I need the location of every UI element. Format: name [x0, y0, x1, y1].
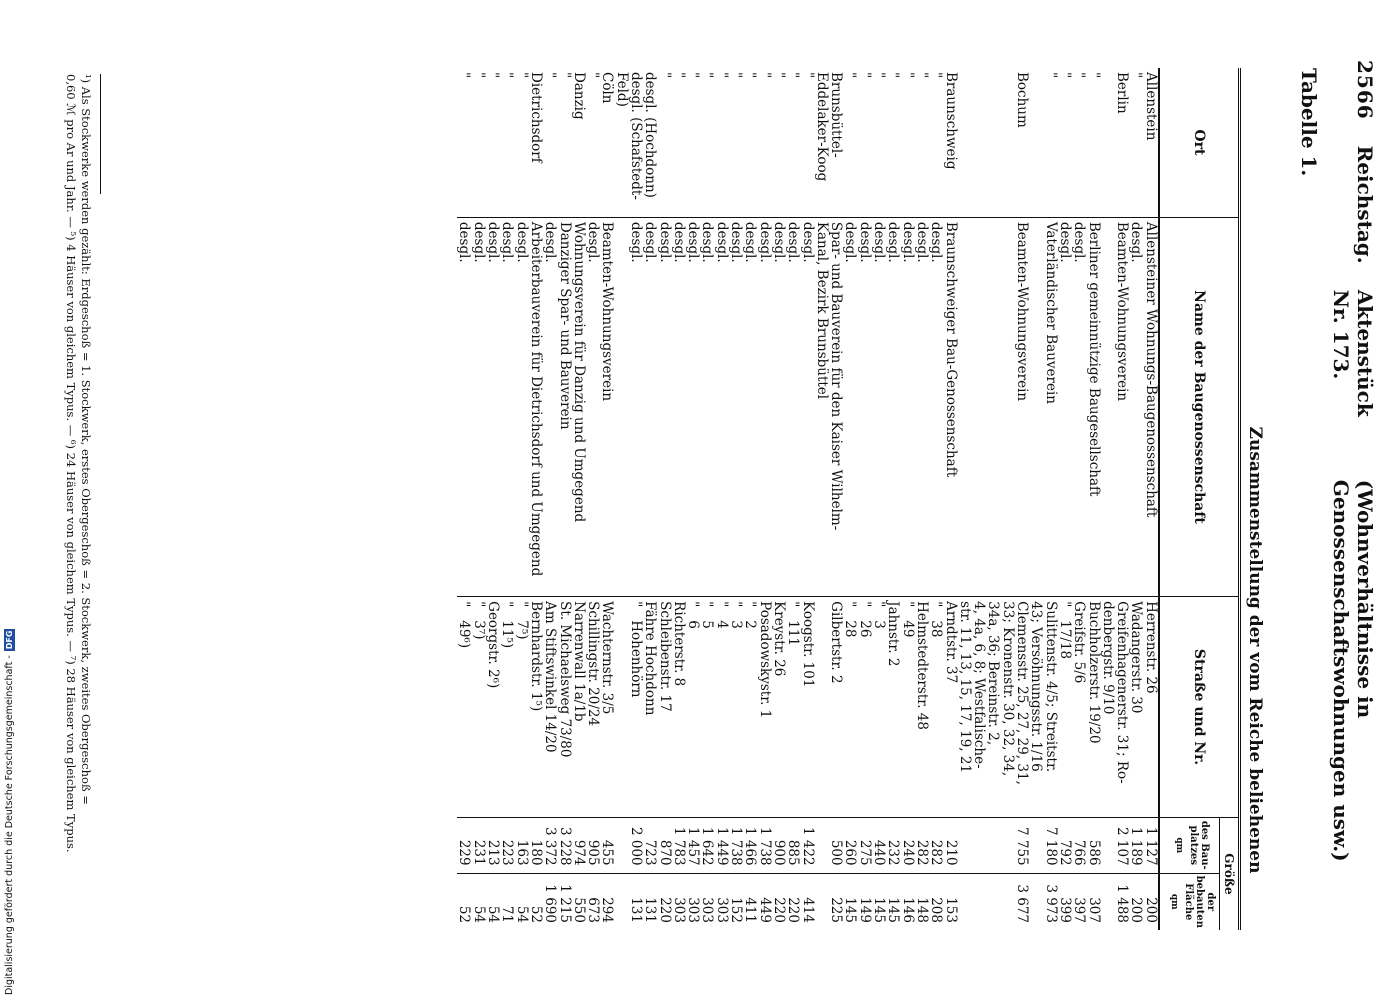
col-name: Name der Baugenossenschaft	[1159, 217, 1240, 596]
cell-ort: Allenstein	[1143, 68, 1158, 217]
unit-label: qm	[1168, 893, 1179, 910]
cell-bebaut: 303	[670, 897, 687, 923]
cell-name: desgl.	[915, 217, 929, 596]
cell-bauplatz: 1 422	[800, 817, 814, 873]
cell-bebaut: 71	[499, 905, 516, 923]
cell-bebaut: 54	[485, 905, 502, 923]
cell-strasse: " 6	[686, 597, 700, 818]
cell-bauplatz: 766	[1072, 817, 1086, 873]
cell-ort: "	[672, 68, 686, 217]
table-row	[686, 68, 700, 930]
cell-bauplatz: 180	[529, 817, 543, 873]
cell-bauplatz: 1 189	[1129, 817, 1143, 873]
cell-name: Arbeiterbauverein für Dietrichsdorf und Umgegend	[529, 217, 543, 596]
table-row	[757, 68, 771, 930]
table-row	[915, 68, 929, 930]
col-ort: Ort	[1159, 68, 1240, 217]
cell-strasse: Richterstr. 8	[672, 597, 686, 818]
table-row	[843, 68, 857, 930]
table-row	[486, 68, 500, 930]
cell-name: desgl.	[786, 217, 800, 596]
cell-bebaut: 131	[628, 897, 645, 923]
table-row	[800, 68, 814, 930]
cell-bauplatz: 3 228	[557, 817, 571, 873]
cell-bauplatz: 232	[886, 817, 900, 873]
cell-bauplatz: 1 738	[757, 817, 771, 873]
table-row	[715, 68, 729, 930]
cell-bebaut: 149	[856, 897, 873, 923]
cell-bebaut: 52	[456, 905, 473, 923]
table-row	[1101, 68, 1130, 930]
cell-bauplatz: 240	[900, 817, 914, 873]
cell-bauplatz: 3 372	[543, 817, 557, 873]
cell-strasse: Bernhardstr. 1⁵)	[529, 597, 543, 818]
cell-bebaut: 303	[699, 897, 716, 923]
table-row	[457, 68, 471, 930]
cell-name: desgl.	[800, 217, 814, 596]
cell-bauplatz: 723	[643, 817, 657, 873]
footnote-rule	[100, 74, 101, 194]
cell-strasse: Posadowskystr. 1	[757, 597, 771, 818]
col-bebaut	[1159, 873, 1220, 930]
cell-bebaut: 294	[599, 897, 616, 923]
cell-ort: "	[857, 68, 871, 217]
cell-name: desgl.	[1058, 217, 1072, 596]
cell-ort: Cöln	[600, 68, 614, 217]
cell-strasse: Helmstedterstr. 48	[915, 597, 929, 818]
cell-bauplatz: 586	[1086, 817, 1100, 873]
cell-bauplatz: 1 127	[1143, 817, 1158, 873]
cell-bebaut: 3 973	[1042, 884, 1059, 923]
cell-name: Spar- und Bauverein für den Kaiser Wilhelm- Kanal, Bezirk Brunsbüttel	[815, 217, 844, 596]
cell-bebaut: 303	[685, 897, 702, 923]
col-strasse: Straße und Nr.	[1159, 597, 1240, 818]
table-row	[743, 68, 757, 930]
cell-bebaut: 145	[885, 897, 902, 923]
footnote-line: ¹) Als Stockwerke werden gezählt: Erdgeschoß = 1. Stockwerk, erstes Obergeschoß = 2. Stockwerk, zweites Obergeschoß =	[79, 74, 93, 805]
cell-ort: "	[929, 68, 943, 217]
cell-strasse: " 49⁶)	[457, 597, 471, 818]
table-row	[729, 68, 743, 930]
cell-strasse: " 26	[857, 597, 871, 818]
cell-strasse: " 11⁵)	[500, 597, 514, 818]
cell-strasse: " 3	[729, 597, 743, 818]
cell-ort: "	[772, 68, 786, 217]
col-groesse: Größe	[1219, 817, 1239, 930]
table-row	[958, 68, 1029, 930]
document-number: Aktenstück Nr. 173.	[1329, 289, 1377, 417]
cell-bauplatz: 2 107	[1101, 817, 1130, 873]
cell-strasse: Jahnstr. 2	[886, 597, 900, 818]
cell-ort: "	[786, 68, 800, 217]
cell-ort: "	[715, 68, 729, 217]
cell-strasse: Buchholzerstr. 19/20	[1086, 597, 1100, 818]
col-bauplatz	[1159, 817, 1220, 873]
cell-bebaut: 397	[1071, 897, 1088, 923]
cell-ort: "	[872, 68, 886, 217]
table-row	[1129, 68, 1143, 930]
cell-name: Vaterländischer Bauverein	[1029, 217, 1058, 596]
cell-ort: "	[915, 68, 929, 217]
cell-strasse: Schillingstr. 20/24	[586, 597, 600, 818]
cell-bebaut: 131	[642, 897, 659, 923]
table-row	[471, 68, 485, 930]
cell-bebaut: 1 215	[556, 884, 573, 923]
cell-bebaut: 220	[770, 897, 787, 923]
cell-bebaut: 220	[656, 897, 673, 923]
cell-name: Beamten-Wohnungsverein	[600, 217, 614, 596]
col-bauplatz-label: des Bau-platzes	[1188, 820, 1211, 870]
cell-bauplatz: 223	[500, 817, 514, 873]
cell-ort: "	[1058, 68, 1072, 217]
cell-bauplatz: 7 755	[958, 817, 1029, 873]
cell-bebaut: 146	[899, 897, 916, 923]
cell-name: desgl.	[929, 217, 943, 596]
cell-name: Beamten-Wohnungsverein	[958, 217, 1029, 596]
cell-bauplatz: 229	[457, 817, 471, 873]
cell-name: desgl.	[500, 217, 514, 596]
cell-bauplatz: 885	[786, 817, 800, 873]
cell-ort: "	[800, 68, 814, 217]
cell-bauplatz: 440	[872, 817, 886, 873]
cell-strasse: " 28	[843, 597, 857, 818]
table-row	[643, 68, 657, 930]
cell-ort: "	[686, 68, 700, 217]
cell-name: desgl.	[657, 217, 671, 596]
cell-bauplatz: 282	[929, 817, 943, 873]
cell-ort: "	[557, 68, 571, 217]
cell-name: desgl.	[471, 217, 485, 596]
page-number: 2566	[1353, 60, 1377, 120]
cell-name: desgl.	[843, 217, 857, 596]
cell-bebaut: 225	[828, 897, 845, 923]
cell-strasse: Greifenhagenerstr. 31; Ro- denbergstr. 9/10	[1101, 597, 1130, 818]
cell-strasse: Narrenwall 1a/1b	[572, 597, 586, 818]
cell-ort: "	[843, 68, 857, 217]
table-title: Zusammenstellung der vom Reiche beliehenen	[1245, 426, 1265, 874]
table-row	[614, 68, 643, 930]
cell-name: desgl.	[514, 217, 528, 596]
cell-bebaut: 152	[728, 897, 745, 923]
cell-strasse: " Hohenhörn	[614, 597, 643, 818]
cell-ort: "	[657, 68, 671, 217]
cell-name: desgl.	[715, 217, 729, 596]
cell-bebaut: 148	[913, 897, 930, 923]
cell-name: Wohnungsverein für Danzig und Umgegend	[572, 217, 586, 596]
cell-strasse: " 111	[786, 597, 800, 818]
table-row	[943, 68, 957, 930]
cell-strasse: " 5	[700, 597, 714, 818]
cell-bauplatz: 210	[943, 817, 957, 873]
cell-strasse: " 49	[900, 597, 914, 818]
page-header	[1329, 60, 1377, 940]
table-row	[929, 68, 943, 930]
cell-bauplatz: 974	[572, 817, 586, 873]
cell-bebaut: 399	[1056, 897, 1073, 923]
footnotes	[63, 74, 93, 904]
table-row	[672, 68, 686, 930]
table-row	[1143, 68, 1158, 930]
col-bebaut-label: der bebauten Fläche	[1182, 875, 1216, 928]
table-row	[586, 68, 600, 930]
cell-name: Allensteiner Wohnungs-Baugenossenschaft	[1143, 217, 1158, 596]
cell-bebaut: 54	[513, 905, 530, 923]
table-row	[657, 68, 671, 930]
cell-name: desgl.	[772, 217, 786, 596]
cell-ort: Berlin	[1101, 68, 1130, 217]
table-row	[1029, 68, 1058, 930]
cell-name: Berliner gemeinnützige Baugesellschaft	[1086, 217, 1100, 596]
cell-name: desgl.	[1072, 217, 1086, 596]
table-row	[886, 68, 900, 930]
cell-name: Beamten-Wohnungsverein	[1101, 217, 1130, 596]
cell-ort: "	[514, 68, 528, 217]
cell-strasse: St. Michaelsweg 73/80	[557, 597, 571, 818]
cell-bebaut: 220	[785, 897, 802, 923]
cell-bauplatz: 231	[471, 817, 485, 873]
cell-name: desgl.	[900, 217, 914, 596]
cell-strasse: Gilbertstr. 2	[815, 597, 844, 818]
cell-bauplatz: 275	[857, 817, 871, 873]
cell-bebaut: 411	[742, 897, 759, 923]
cell-bebaut: 449	[756, 897, 773, 923]
cell-bauplatz: 260	[843, 817, 857, 873]
cell-bebaut: 303	[713, 897, 730, 923]
footnote-line: 0,60 ℳ pro Ar und Jahr. — ⁵) 4 Häuser von gleichem Typus. — ⁶) 24 Häuser von gleichem Typus. — ⁷) 28 Häuser von gleichem Typus.	[64, 74, 78, 853]
cell-bauplatz: 7 180	[1029, 817, 1058, 873]
cell-strasse: Schleibenstr. 17	[657, 597, 671, 818]
cell-ort: Braunschweig	[943, 68, 957, 217]
cell-bauplatz: 1 783	[672, 817, 686, 873]
table-row	[700, 68, 714, 930]
cell-bebaut: 145	[871, 897, 888, 923]
table-body	[457, 68, 1159, 930]
cell-bebaut: 52	[527, 905, 544, 923]
cell-name: desgl.	[686, 217, 700, 596]
table-row	[1086, 68, 1100, 930]
cell-strasse: Herrenstr. 26	[1143, 597, 1158, 818]
cell-ort: "	[743, 68, 757, 217]
cell-ort: "	[757, 68, 771, 217]
cell-strasse: " 4	[715, 597, 729, 818]
cell-strasse: " 17/18	[1058, 597, 1072, 818]
cell-ort: "	[586, 68, 600, 217]
table-row	[786, 68, 800, 930]
table-row	[772, 68, 786, 930]
table-label: Tabelle 1.	[1297, 68, 1321, 177]
cell-strasse: " 3	[872, 597, 886, 818]
cell-strasse: Fähre Hochdonn	[643, 597, 657, 818]
cell-bauplatz: 900	[772, 817, 786, 873]
cell-bebaut: 1 690	[542, 884, 559, 923]
cell-bauplatz: 1 466	[743, 817, 757, 873]
table-row	[815, 68, 844, 930]
cell-bebaut: 153	[942, 897, 959, 923]
cell-strasse: " 38	[929, 597, 943, 818]
cell-name: desgl.	[457, 217, 471, 596]
cell-bauplatz: 455	[600, 817, 614, 873]
cell-name: Danziger Spar- und Bauverein	[557, 217, 571, 596]
cell-bauplatz: 1 642	[700, 817, 714, 873]
cell-strasse: Georgstr. 2⁶)	[486, 597, 500, 818]
cell-ort: "	[900, 68, 914, 217]
cell-name: desgl.	[586, 217, 600, 596]
cell-bebaut: 673	[585, 897, 602, 923]
cell-ort: desgl. (Hochdonn)	[643, 68, 657, 217]
cell-ort: desgl. (Schafstedt- Feld)	[614, 68, 643, 217]
cell-ort: "	[886, 68, 900, 217]
cell-bauplatz: 1 738	[729, 817, 743, 873]
cell-bebaut: 145	[842, 897, 859, 923]
cell-strasse: " 7⁵)	[514, 597, 528, 818]
cell-bebaut: 54	[470, 905, 487, 923]
cell-ort: Bochum	[958, 68, 1029, 217]
cell-name: desgl.	[857, 217, 871, 596]
housing-table	[457, 68, 1241, 930]
cell-strasse: Sulittenstr. 4/5; Streitstr. 43; Versöhnungsstr. 1/16	[1029, 597, 1058, 818]
cell-name: desgl.	[757, 217, 771, 596]
cell-name: desgl.	[543, 217, 557, 596]
cell-ort: Brunsbüttel- Eddelaker-Koog	[815, 68, 844, 217]
cell-ort: "	[486, 68, 500, 217]
cell-name: desgl.	[614, 217, 643, 596]
dfg-logo: DFG	[4, 630, 14, 650]
table-row	[529, 68, 543, 930]
digitization-credit	[2, 605, 16, 995]
cell-bebaut: 200	[1128, 897, 1145, 923]
cell-name: desgl.	[1129, 217, 1143, 596]
cell-name: desgl.	[486, 217, 500, 596]
cell-bauplatz: 2 000	[614, 817, 643, 873]
table-row	[900, 68, 914, 930]
cell-bebaut: 414	[799, 897, 816, 923]
table-row	[514, 68, 528, 930]
cell-bauplatz: 500	[815, 817, 844, 873]
cell-bebaut: 550	[570, 897, 587, 923]
cell-strasse: " 3⁷)	[471, 597, 485, 818]
cell-bebaut: 1 488	[1114, 884, 1131, 923]
cell-strasse: Greifstr. 5/6	[1072, 597, 1086, 818]
table-row	[872, 68, 886, 930]
cell-name: desgl.	[643, 217, 657, 596]
cell-ort: "	[1086, 68, 1100, 217]
cell-name: Braunschweiger Bau-Genossenschaft	[943, 217, 957, 596]
document-topic: (Wohnverhältnisse in Genossenschaftswohnungen usw.)	[1329, 479, 1377, 862]
cell-name: desgl.	[700, 217, 714, 596]
cell-ort: "	[543, 68, 557, 217]
cell-bauplatz: 282	[915, 817, 929, 873]
cell-bauplatz: 792	[1058, 817, 1072, 873]
cell-bebaut: 208	[928, 897, 945, 923]
cell-ort: "	[457, 68, 471, 217]
cell-name: desgl.	[872, 217, 886, 596]
table-row	[1072, 68, 1086, 930]
cell-ort: "	[471, 68, 485, 217]
cell-bauplatz: 870	[657, 817, 671, 873]
cell-bebaut: 307	[1085, 897, 1102, 923]
cell-bauplatz: 905	[586, 817, 600, 873]
table-row	[543, 68, 557, 930]
cell-strasse: Wachternstr. 3/5	[600, 597, 614, 818]
cell-strasse: Koogstr. 101	[800, 597, 814, 818]
cell-ort: "	[1029, 68, 1058, 217]
cell-name: desgl.	[729, 217, 743, 596]
cell-bebaut: 3 677	[1014, 884, 1031, 923]
cell-ort: "	[500, 68, 514, 217]
cell-bauplatz: 1 457	[686, 817, 700, 873]
cell-ort: "	[700, 68, 714, 217]
cell-ort: "	[1072, 68, 1086, 217]
cell-bauplatz: 1 449	[715, 817, 729, 873]
cell-strasse: Arndtstr. 37	[943, 597, 957, 818]
table-row	[1058, 68, 1072, 930]
table-row	[857, 68, 871, 930]
cell-strasse: Am Stiftswinkel 14/20	[543, 597, 557, 818]
cell-ort: Dietrichsdorf	[529, 68, 543, 217]
cell-name: desgl.	[672, 217, 686, 596]
unit-label: qm	[1174, 837, 1185, 854]
table-row	[600, 68, 614, 930]
cell-bebaut: 200	[1142, 897, 1159, 923]
cell-strasse: Kreystr. 26	[772, 597, 786, 818]
cell-bauplatz: 213	[486, 817, 500, 873]
cell-name: desgl.	[743, 217, 757, 596]
cell-name: desgl.	[886, 217, 900, 596]
cell-strasse: " 2	[743, 597, 757, 818]
cell-ort: "	[1129, 68, 1143, 217]
table-row	[572, 68, 586, 930]
credit-text: Digitalisierung gefördert durch die Deutsche Forschungsgemeinschaft -	[3, 655, 15, 995]
cell-ort: Danzig	[572, 68, 586, 217]
cell-ort: "	[729, 68, 743, 217]
table-row	[557, 68, 571, 930]
publication-name: Reichstag.	[1353, 145, 1377, 264]
cell-bauplatz: 163	[514, 817, 528, 873]
cell-strasse: Clemensstr. 25, 27, 29, 31, 33; Kronenstr. 30, 32, 34, 34a, 36; Bereinstr. 2, 4, 4a, 6, 8; Westfalische- str. 11, 13, 15, 17, 19, 21	[958, 597, 1029, 818]
table-row	[500, 68, 514, 930]
cell-strasse: Wadangerstr. 30	[1129, 597, 1143, 818]
